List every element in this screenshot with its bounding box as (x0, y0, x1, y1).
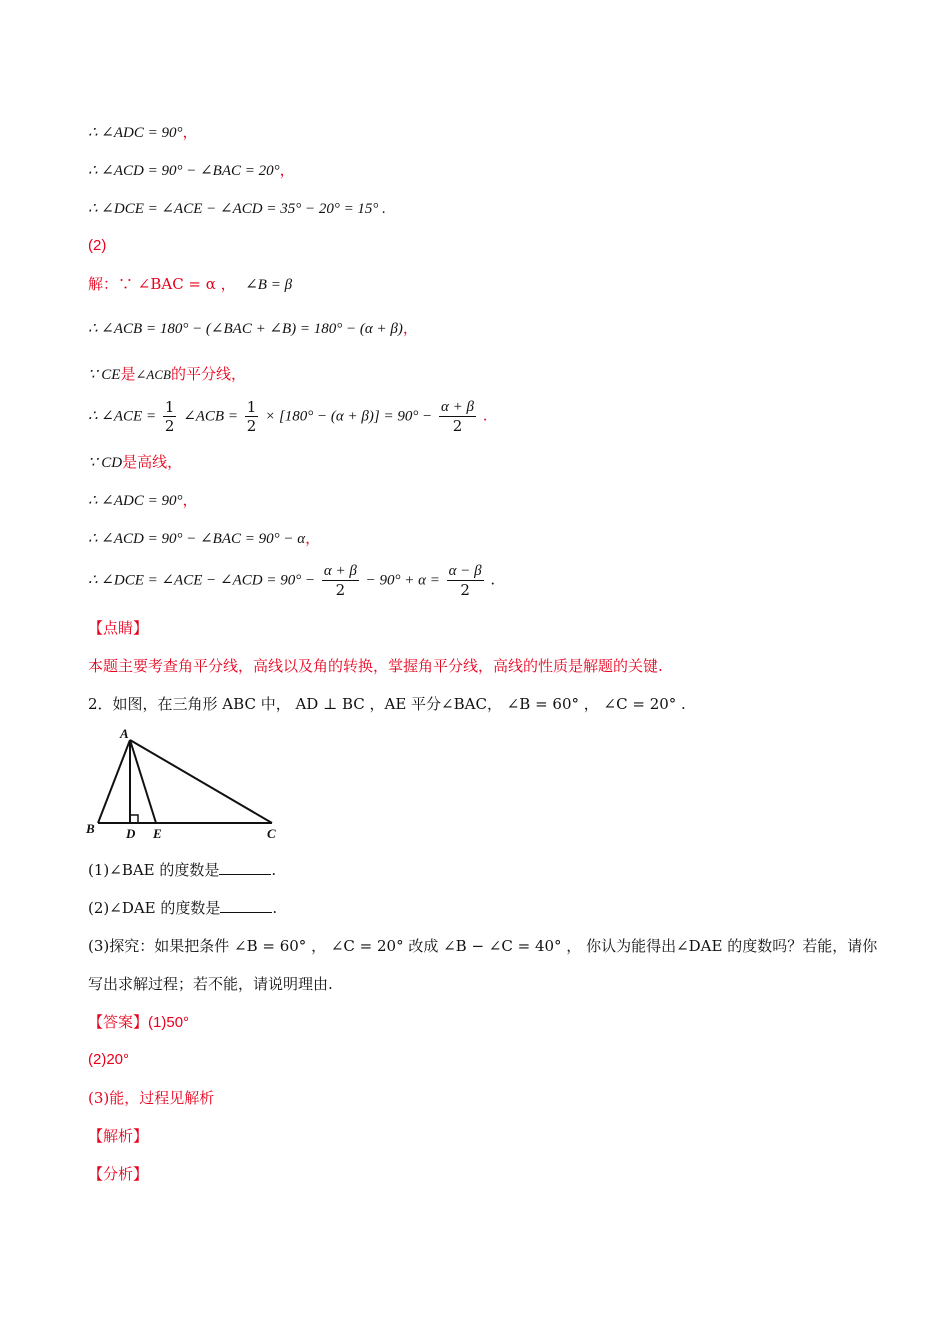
answer-line-1: 【答案】(1)50° (88, 1013, 190, 1031)
label-d: D (126, 826, 136, 841)
step-acd-20: ∴ ∠ACD = 90° − ∠BAC = 20°， (88, 161, 295, 179)
question-2-part-3-cont: 写出求解过程；若不能，请说明理由. (88, 975, 333, 993)
part-2-label: (2) (88, 237, 107, 254)
step-acb: ∴ ∠ACB = 180° − (∠BAC + ∠B) = 180° − (α + β)， (88, 319, 418, 337)
question-2-part-2: (2)∠DAE 的度数是 . (88, 899, 278, 917)
step-ace: ∴ ∠ACE = $\frac{1}{2}$ ∠ACB = $\frac{1}{2}$ × [180° − (α + β)] = 90° − $\frac{\alpha + \beta}{2}$ . (88, 398, 488, 435)
label-c: C (267, 826, 276, 841)
answer-line-3: (3)能，过程见解析 (88, 1089, 215, 1107)
answer-blank (219, 860, 271, 875)
answer-blank (220, 898, 272, 913)
step-dce-final: ∴ ∠DCE = ∠ACE − ∠ACD = 90° − $\frac{\alpha + \beta}{2}$ − 90° + α = $\frac{\alpha - \beta}{2}$ . (88, 563, 496, 599)
question-2: 2．如图，在三角形 ABC 中， AD ⊥ BC ，AE 平分∠BAC， ∠B = 60° ， ∠C = 20° . (88, 695, 686, 713)
step-adc-90: ∴ ∠ADC = 90°， (88, 123, 198, 141)
step-dce-15: ∴ ∠DCE = ∠ACE − ∠ACD = 35° − 20° = 15° . (88, 201, 386, 217)
question-2-part-3: (3)探究：如果把条件 ∠B = 60° ， ∠C = 20° 改成 ∠B − ∠C = 40° ， 你认为能得出∠DAE 的度数吗？若能，请你 (88, 937, 878, 955)
fraction-alpha-minus-beta: $\frac{\alpha - \beta}{2}$ (448, 563, 482, 599)
segment-ab (98, 740, 130, 823)
step-adc-90-b: ∴ ∠ADC = 90°， (88, 491, 198, 509)
fraction-alpha-plus-beta: $\frac{\alpha + \beta}{2}$ (440, 399, 474, 435)
summary-text: 本题主要考查角平分线，高线以及角的转换，掌握角平分线，高线的性质是解题的关键. (88, 657, 663, 675)
label-e: E (153, 826, 162, 841)
right-angle-mark (130, 815, 138, 823)
jiexi-heading: 【解析】 (88, 1127, 149, 1145)
solution-given: 解：∵ ∠BAC = α ， ∠B = β (88, 275, 293, 293)
label-a: A (120, 726, 129, 741)
dianjing-heading: 【点睛】 (88, 619, 149, 637)
triangle-figure (84, 726, 284, 841)
fraction-half: $\frac{1}{2}$ (164, 398, 175, 435)
step-cd-altitude: ∵ CD是高线， (88, 453, 183, 471)
question-2-part-1: (1)∠BAE 的度数是 . (88, 861, 277, 879)
label-b: B (86, 821, 95, 836)
answer-line-2: (2)20° (88, 1051, 130, 1068)
fraction-half: $\frac{1}{2}$ (246, 398, 257, 435)
step-ce-bisector: ∵ CE是∠ACB的平分线， (88, 365, 246, 383)
step-acd-alpha: ∴ ∠ACD = 90° − ∠BAC = 90° − α， (88, 529, 321, 547)
fenxi-heading: 【分析】 (88, 1165, 149, 1183)
fraction-alpha-plus-beta: $\frac{\alpha + \beta}{2}$ (323, 563, 357, 599)
